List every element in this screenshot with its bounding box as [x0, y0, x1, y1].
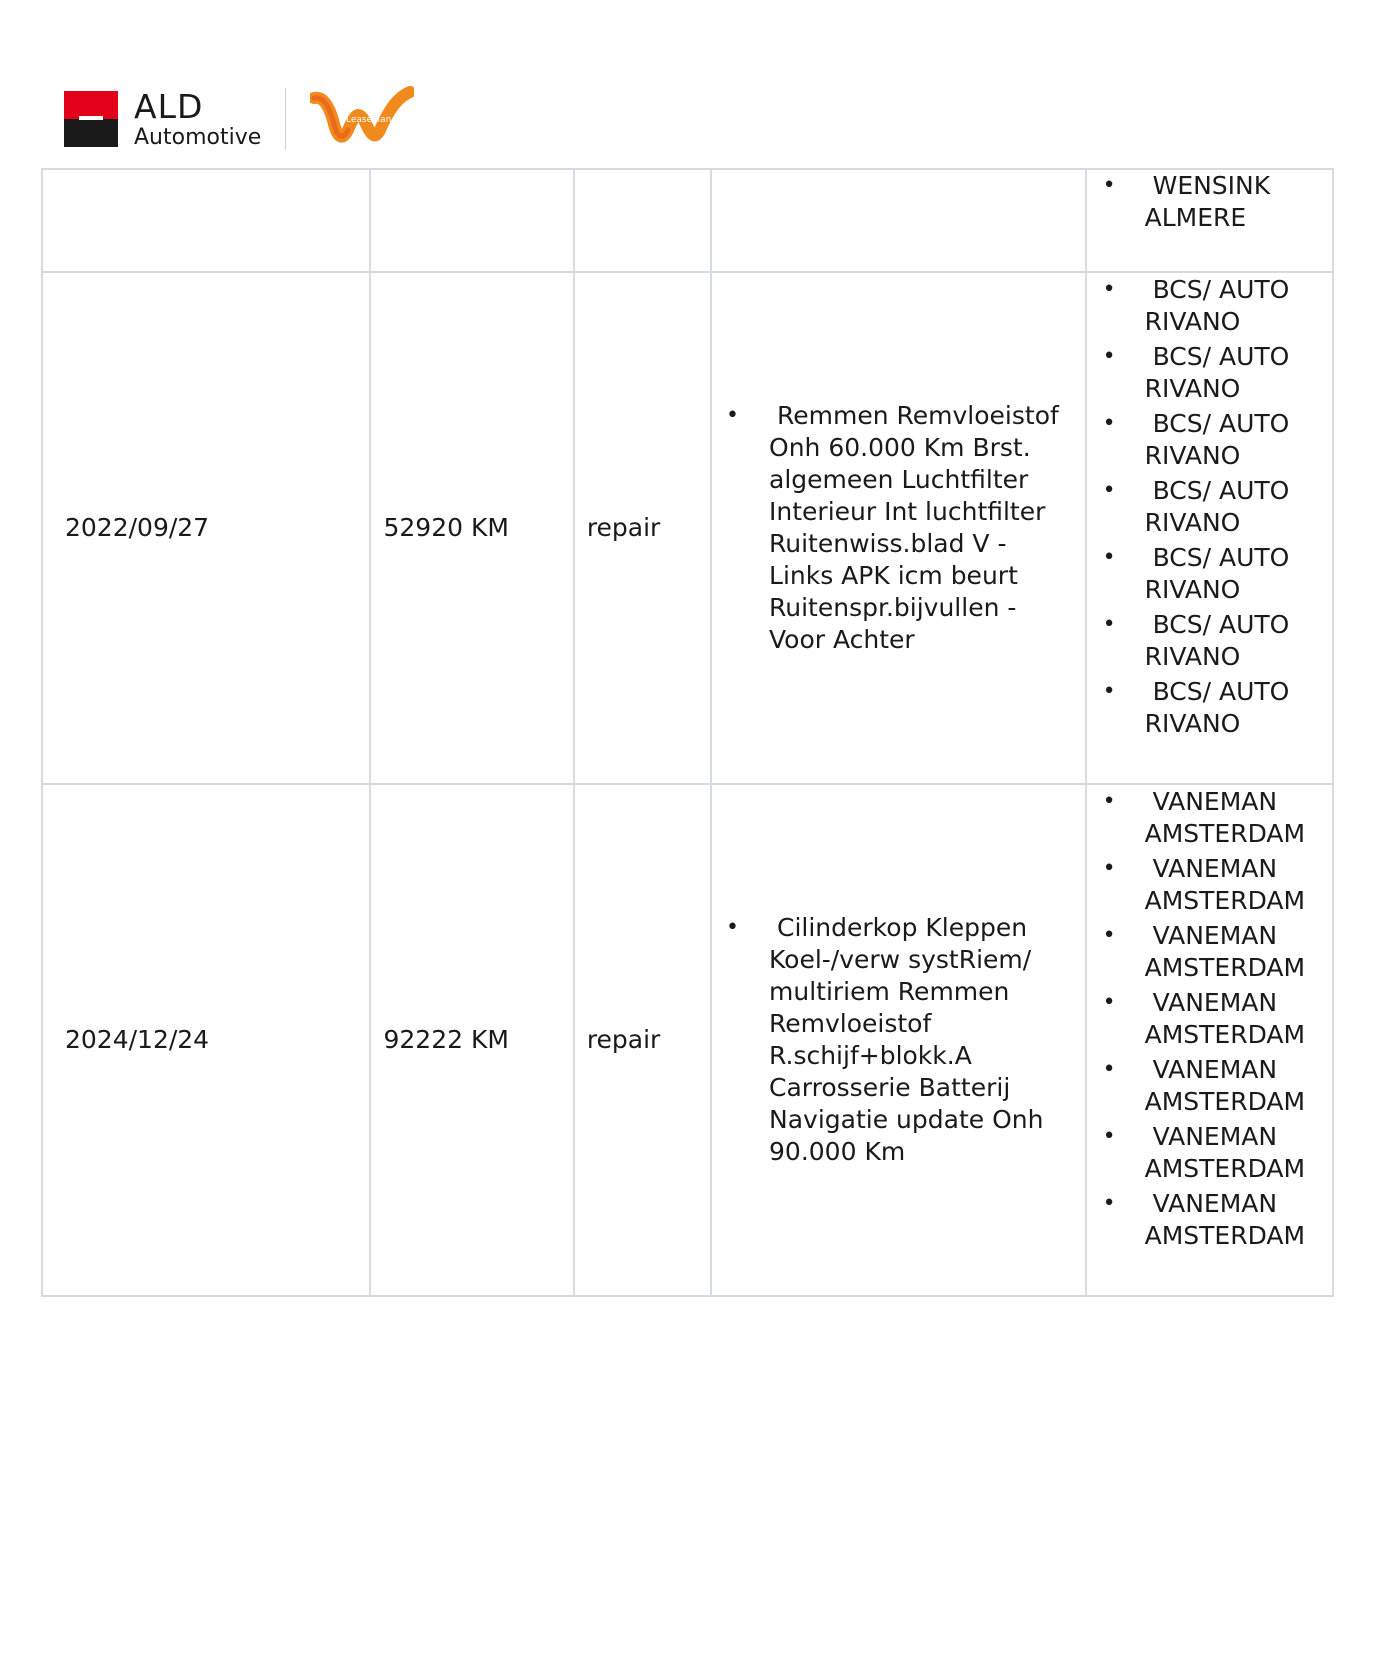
workshop-list [1087, 273, 1332, 743]
table-row [42, 784, 1333, 1296]
list-item: • VANEMAN AMSTERDAM [1102, 854, 1306, 915]
type-cell [574, 169, 711, 272]
date-cell: 2022/09/27 [42, 272, 370, 784]
logo-divider [285, 88, 286, 150]
list-item: • BCS/ AUTO RIVANO [1102, 610, 1290, 671]
list-item: • BCS/ AUTO RIVANO [1102, 543, 1290, 604]
ald-logo-text [134, 86, 262, 150]
list-item: • VANEMAN AMSTERDAM [1102, 1189, 1306, 1250]
header-logos [64, 84, 414, 154]
list-item: • BCS/ AUTO RIVANO [1102, 275, 1290, 336]
list-item: • BCS/ AUTO RIVANO [1102, 342, 1290, 403]
leaseplan-logo-text: LeasePlan [346, 115, 392, 125]
list-item: • VANEMAN AMSTERDAM [1102, 1122, 1306, 1183]
description-list [712, 912, 1085, 1168]
description-cell [711, 169, 1086, 272]
list-item: • BCS/ AUTO RIVANO [1102, 476, 1290, 537]
ald-automotive-logo [64, 86, 262, 150]
list-item: • Cilinderkop Kleppen Koel-/verw systRiem/ multiriem Remmen Remvloeistof R.schijf+blokk.A Carrosserie Batterij Navigatie update Onh 90.000 Km [726, 913, 1044, 1166]
workshop-cell [1086, 169, 1333, 272]
date-cell [42, 169, 370, 272]
workshop-list [1087, 170, 1332, 237]
leaseplan-logo [310, 86, 414, 152]
workshop-cell [1086, 784, 1333, 1296]
workshop-list [1087, 785, 1332, 1255]
maintenance-history-table [41, 168, 1334, 1297]
table-row [42, 272, 1333, 784]
list-item: • Remmen Remvloeistof Onh 60.000 Km Brst. algemeen Luchtfilter Interieur Int luchtfilter Ruitenwiss.blad V - Links APK icm beurt Ruitenspr.bijvullen - Voor Achter [726, 401, 1059, 654]
workshop-cell [1086, 272, 1333, 784]
list-item: • VANEMAN AMSTERDAM [1102, 787, 1306, 848]
date-cell: 2024/12/24 [42, 784, 370, 1296]
list-item: • VANEMAN AMSTERDAM [1102, 921, 1306, 982]
type-cell: repair [574, 272, 711, 784]
description-cell [711, 272, 1086, 784]
list-item: • VANEMAN AMSTERDAM [1102, 1055, 1306, 1116]
mileage-cell [370, 169, 574, 272]
list-item: • VANEMAN AMSTERDAM [1102, 988, 1306, 1049]
mileage-cell: 52920 KM [370, 272, 574, 784]
list-item: • BCS/ AUTO RIVANO [1102, 409, 1290, 470]
type-cell: repair [574, 784, 711, 1296]
table-row [42, 169, 1333, 272]
ald-logo-subtitle: Automotive [134, 124, 262, 150]
ald-logo-name: ALD [134, 86, 204, 126]
description-list [712, 400, 1085, 656]
description-cell [711, 784, 1086, 1296]
ald-logo-mark [64, 91, 118, 147]
list-item: • WENSINK ALMERE [1102, 171, 1271, 232]
mileage-cell: 92222 KM [370, 784, 574, 1296]
list-item: • BCS/ AUTO RIVANO [1102, 677, 1290, 738]
